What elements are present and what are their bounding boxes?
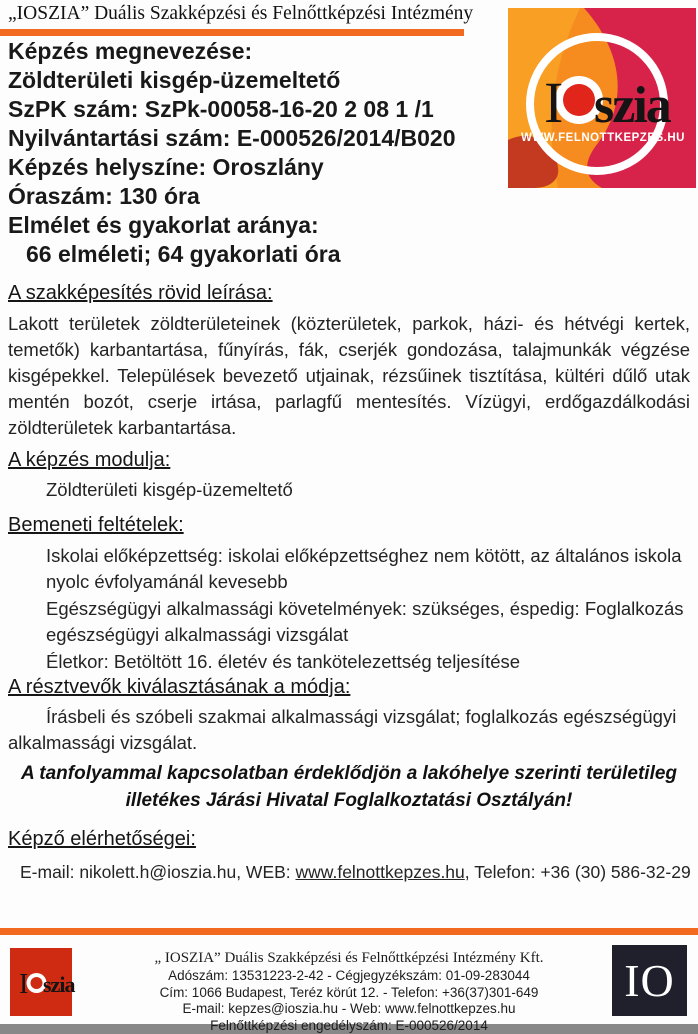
- course-info-line: 66 elméleti; 64 gyakorlati óra: [8, 240, 690, 269]
- course-info-line: Képzés helyszíne: Oroszlány: [8, 153, 690, 182]
- footer-logo-letters-szia: szia: [43, 972, 75, 997]
- requirement-item: Életkor: Betöltött 16. életév és tankötelezettség teljesítése: [46, 649, 690, 675]
- contact-web-label: , WEB:: [236, 862, 295, 882]
- course-info-line: SzPK szám: SzPk-00058-16-20 2 08 1 /1: [8, 95, 690, 124]
- header-accent-bar: [0, 29, 464, 36]
- contact-line: [20, 862, 694, 883]
- footer-accent-bar: [0, 928, 698, 935]
- course-info-line: Elmélet és gyakorlat aránya:: [8, 211, 690, 240]
- logo-website-text: WWW.FELNOTTKEPZES.HU: [521, 132, 685, 144]
- logo-letters-szia: szia: [594, 77, 672, 134]
- footer-company-name: „ IOSZIA” Duális Szakképzési és Felnőttképzési Intézmény Kft.: [100, 950, 598, 967]
- module-value: Zöldterületi kisgép-üzemeltető: [46, 477, 690, 503]
- course-info: [8, 37, 690, 269]
- contact-phone: +36 (30) 586-32-29: [540, 862, 690, 882]
- section-heading-selection: A résztvevők kiválasztásának a módja:: [8, 676, 350, 699]
- selection-text: Írásbeli és szóbeli szakmai alkalmassági vizsgálat; foglalkozás egészségügyi alkalmassági vizsgálat.: [8, 704, 690, 756]
- course-info-line: Nyilvántartási szám: E-000526/2014/B020: [8, 124, 690, 153]
- header-title: „IOSZIA” Duális Szakképzési és Felnőttképzési Intézmény: [8, 3, 478, 25]
- description-text: Lakott területek zöldterületeinek (közterületek, parkok, házi- és hétvégi kertek, temetők) karbantartása, fűnyírás, fák, cserjék gondozása, talajmunkák végzése kisgépekkel. Települések bevezető utjainak, rézsűinek tisztítása, kültéri dűlő utak mentén bozót, cserje irtása, parlagfű mentesítés. Vízügyi, erdőgazdálkodási zöldterületek karbantartása.: [8, 311, 690, 441]
- section-heading-requirements: Bemeneti feltételek:: [8, 514, 184, 537]
- footer-logo-letter-i: I: [19, 969, 28, 1000]
- section-heading-description: A szakképesítés rövid leírása:: [8, 282, 273, 305]
- io-logo: [612, 945, 687, 1016]
- course-info-line: Óraszám: 130 óra: [8, 182, 690, 211]
- io-logo-text: IO: [624, 954, 675, 1007]
- footer-email-web-line: E-mail: kepzes@ioszia.hu - Web: www.felnottkepzes.hu: [100, 1001, 598, 1018]
- footer-license-line: Felnőttképzési engedélyszám: E-000526/2014: [100, 1018, 598, 1034]
- course-info-line: Zöldterületi kisgép-üzemeltető: [8, 66, 690, 95]
- course-info-line: Képzés megnevezése:: [8, 37, 690, 66]
- footer-info: [100, 950, 598, 1034]
- contact-email-label: E-mail:: [20, 862, 79, 882]
- section-heading-module: A képzés modulja:: [8, 449, 170, 472]
- requirement-item: Iskolai előképzettség: iskolai előképzettséghez nem kötött, az általános iskola nyolc évfolyamánál kevesebb: [46, 543, 690, 595]
- contact-web-link[interactable]: www.felnottkepzes.hu: [296, 862, 465, 882]
- footer-tax-line: Adószám: 13531223-2-42 - Cégjegyzékszám: 01-09-283044: [100, 968, 598, 985]
- footer-address-line: Cím: 1066 Budapest, Teréz körút 12. - Telefon: +36(37)301-649: [100, 985, 598, 1002]
- section-heading-contact: Képző elérhetőségei:: [8, 828, 196, 851]
- notice-text: A tanfolyammal kapcsolatban érdeklődjön a lakóhelye szerinti területileg illetékes Járási Hivatal Foglalkoztatási Osztályán!: [10, 760, 688, 814]
- contact-email: nikolett.h@ioszia.hu: [79, 862, 236, 882]
- ioszia-footer-logo-icon: [10, 948, 72, 1016]
- contact-phone-label: , Telefon:: [465, 862, 541, 882]
- logo-letter-i: I: [544, 70, 563, 135]
- requirement-item: Egészségügyi alkalmassági követelmények: szükséges, éspedig: Foglalkozás egészségügyi alkalmassági vizsgálat: [46, 596, 690, 648]
